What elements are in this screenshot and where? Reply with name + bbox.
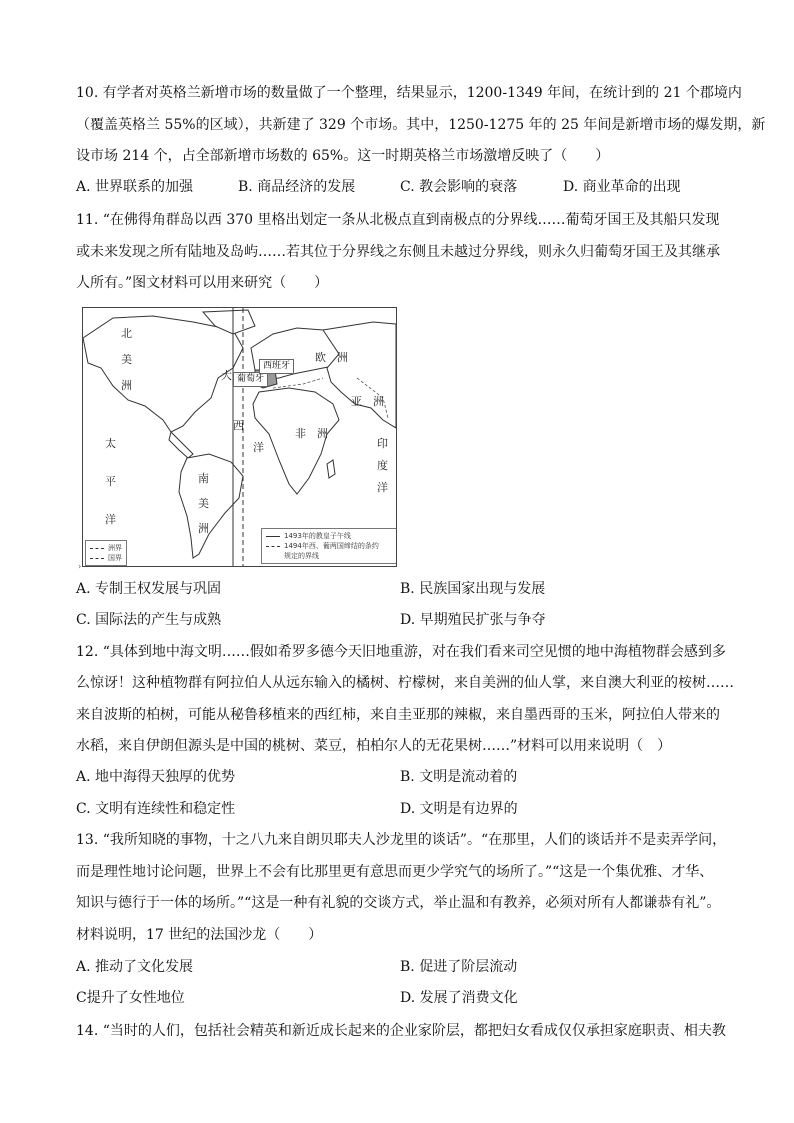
map-legend-right bbox=[261, 528, 397, 564]
q11-stem-line-3: 人所有。”图文材料可以用来研究（ ） bbox=[76, 275, 329, 291]
q12-stem-line-4: 水稻，来自伊朗但源头是中国的桃树、菜豆，柏柏尔人的无花果树……”材料可以用来说明（ ） bbox=[76, 738, 672, 754]
q12-option-c: C. 文明有连续性和稳定性 bbox=[76, 801, 236, 817]
label-south-america-2: 美 bbox=[198, 497, 209, 510]
q11-stem-line-1: 11. “在佛得角群岛以西 370 里格出划定一条从北极点直到南极点的分界线……葡萄牙国王及其船只发现 bbox=[76, 212, 720, 228]
q13-stem-line-1: 13. “我所知晓的事物，十之八九来自朗贝耶夫人沙龙里的谈话”。“在那里，人们的谈话并不是卖弄学问， bbox=[76, 832, 727, 848]
label-south-america-1: 南 bbox=[198, 472, 209, 485]
papal-meridian-line-icon bbox=[266, 536, 280, 537]
label-indian-3: 洋 bbox=[377, 481, 388, 494]
figure-corner-mark: › bbox=[78, 562, 82, 571]
treaty-line-icon bbox=[266, 546, 280, 547]
label-north-america-1: 北 bbox=[121, 327, 132, 340]
label-pacific-3: 洋 bbox=[105, 513, 116, 526]
q12-stem-line-1: 12. “具体到地中海文明……假如希罗多德今天旧地重游，对在我们看来司空见惯的地中海植物群会感到多 bbox=[76, 644, 726, 660]
q10-option-b: B. 商品经济的发展 bbox=[238, 179, 356, 195]
label-north-america-2: 美 bbox=[121, 353, 132, 366]
legend-national-border: 国界 bbox=[108, 554, 122, 562]
legend-papal-meridian: 1493年的教皇子午线 bbox=[284, 532, 351, 540]
label-atlantic-3: 洋 bbox=[253, 441, 264, 454]
label-pacific-2: 平 bbox=[105, 475, 116, 488]
label-indian-1: 印 bbox=[377, 437, 388, 450]
label-south-america-3: 洲 bbox=[198, 522, 209, 535]
q11-option-a: A. 专制王权发展与巩固 bbox=[76, 581, 222, 597]
q10-option-d: D. 商业革命的出现 bbox=[563, 179, 681, 195]
legend-treaty-line-2: 规定的界线 bbox=[284, 552, 319, 560]
label-north-america-3: 洲 bbox=[121, 379, 132, 392]
q13-stem-line-3: 知识与德行于一体的场所。”“这是一种有礼貌的交谈方式，举止温和有教养，必须对所有人都谦恭有礼”。 bbox=[76, 895, 721, 911]
map-legend-left bbox=[85, 540, 127, 566]
q12-option-b: B. 文明是流动着的 bbox=[400, 769, 518, 785]
label-spain: 西班牙 bbox=[259, 359, 294, 374]
q12-option-d: D. 文明是有边界的 bbox=[400, 801, 518, 817]
q13-option-b: B. 促进了阶层流动 bbox=[400, 959, 518, 975]
q10-stem-line-2: （覆盖英格兰 55%的区域），共新建了 329 个市场。其中，1250-1275 年的 25 年间是新增市场的爆发期，新 bbox=[76, 117, 766, 133]
q10-option-c: C. 教会影响的衰落 bbox=[400, 179, 518, 195]
q13-option-a: A. 推动了文化发展 bbox=[76, 959, 194, 975]
q13-stem-line-4: 材料说明，17 世纪的法国沙龙（ ） bbox=[76, 927, 323, 943]
label-portugal: 葡萄牙 bbox=[233, 372, 268, 387]
label-indian-2: 度 bbox=[377, 459, 388, 472]
label-africa: 非 洲 bbox=[295, 427, 328, 440]
q11-stem-line-2: 或未来发现之所有陆地及岛屿……若其位于分界线之东侧且未越过分界线，则永久归葡萄牙国王及其继承 bbox=[76, 244, 720, 260]
q11-option-d: D. 早期殖民扩张与争夺 bbox=[400, 612, 546, 628]
world-map-figure bbox=[82, 307, 397, 567]
label-pacific-1: 太 bbox=[105, 437, 116, 450]
q11-option-c: C. 国际法的产生与成熟 bbox=[76, 612, 222, 628]
q11-option-b: B. 民族国家出现与发展 bbox=[400, 581, 546, 597]
q13-option-c: C提升了女性地位 bbox=[76, 990, 185, 1006]
label-atlantic-1: 大 bbox=[221, 369, 232, 382]
label-europe: 欧 洲 bbox=[315, 351, 348, 364]
q13-option-d: D. 发展了消费文化 bbox=[400, 990, 518, 1006]
label-asia: 亚 洲 bbox=[351, 395, 384, 408]
q13-stem-line-2: 而是理性地讨论问题，世界上不会有比那里更有意思而更少学究气的场所了。”“这是一个集优雅、才华、 bbox=[76, 864, 714, 880]
legend-continent-border: 洲界 bbox=[108, 544, 122, 552]
continent-border-line-icon bbox=[90, 548, 104, 549]
national-border-line-icon bbox=[90, 558, 104, 559]
q14-stem-line-1: 14. “当时的人们，包括社会精英和新近成长起来的企业家阶层，都把妇女看成仅仅承担家庭职责、相夫教 bbox=[76, 1023, 726, 1039]
q12-stem-line-3: 来自波斯的柏树，可能从秘鲁移植来的西红柿，来自圭亚那的辣椒，来自墨西哥的玉米，阿拉伯人带来的 bbox=[76, 707, 720, 723]
legend-treaty-line-1: 1494年西、葡两国缔结的条约 bbox=[284, 542, 379, 550]
q10-option-a: A. 世界联系的加强 bbox=[76, 179, 194, 195]
q10-stem-line-1: 10. 有学者对英格兰新增市场的数量做了一个整理，结果显示，1200-1349 年间，在统计到的 21 个郡境内 bbox=[76, 85, 742, 101]
q12-option-a: A. 地中海得天独厚的优势 bbox=[76, 769, 236, 785]
q12-stem-line-2: 么惊讶！这种植物群有阿拉伯人从远东输入的橘树、柠檬树，来自美洲的仙人掌，来自澳大利亚的桉树…… bbox=[76, 675, 734, 691]
label-atlantic-2: 西 bbox=[233, 419, 244, 432]
q10-stem-line-3: 设市场 214 个，占全部新增市场数的 65%。这一时期英格兰市场激增反映了（ ） bbox=[76, 148, 610, 164]
